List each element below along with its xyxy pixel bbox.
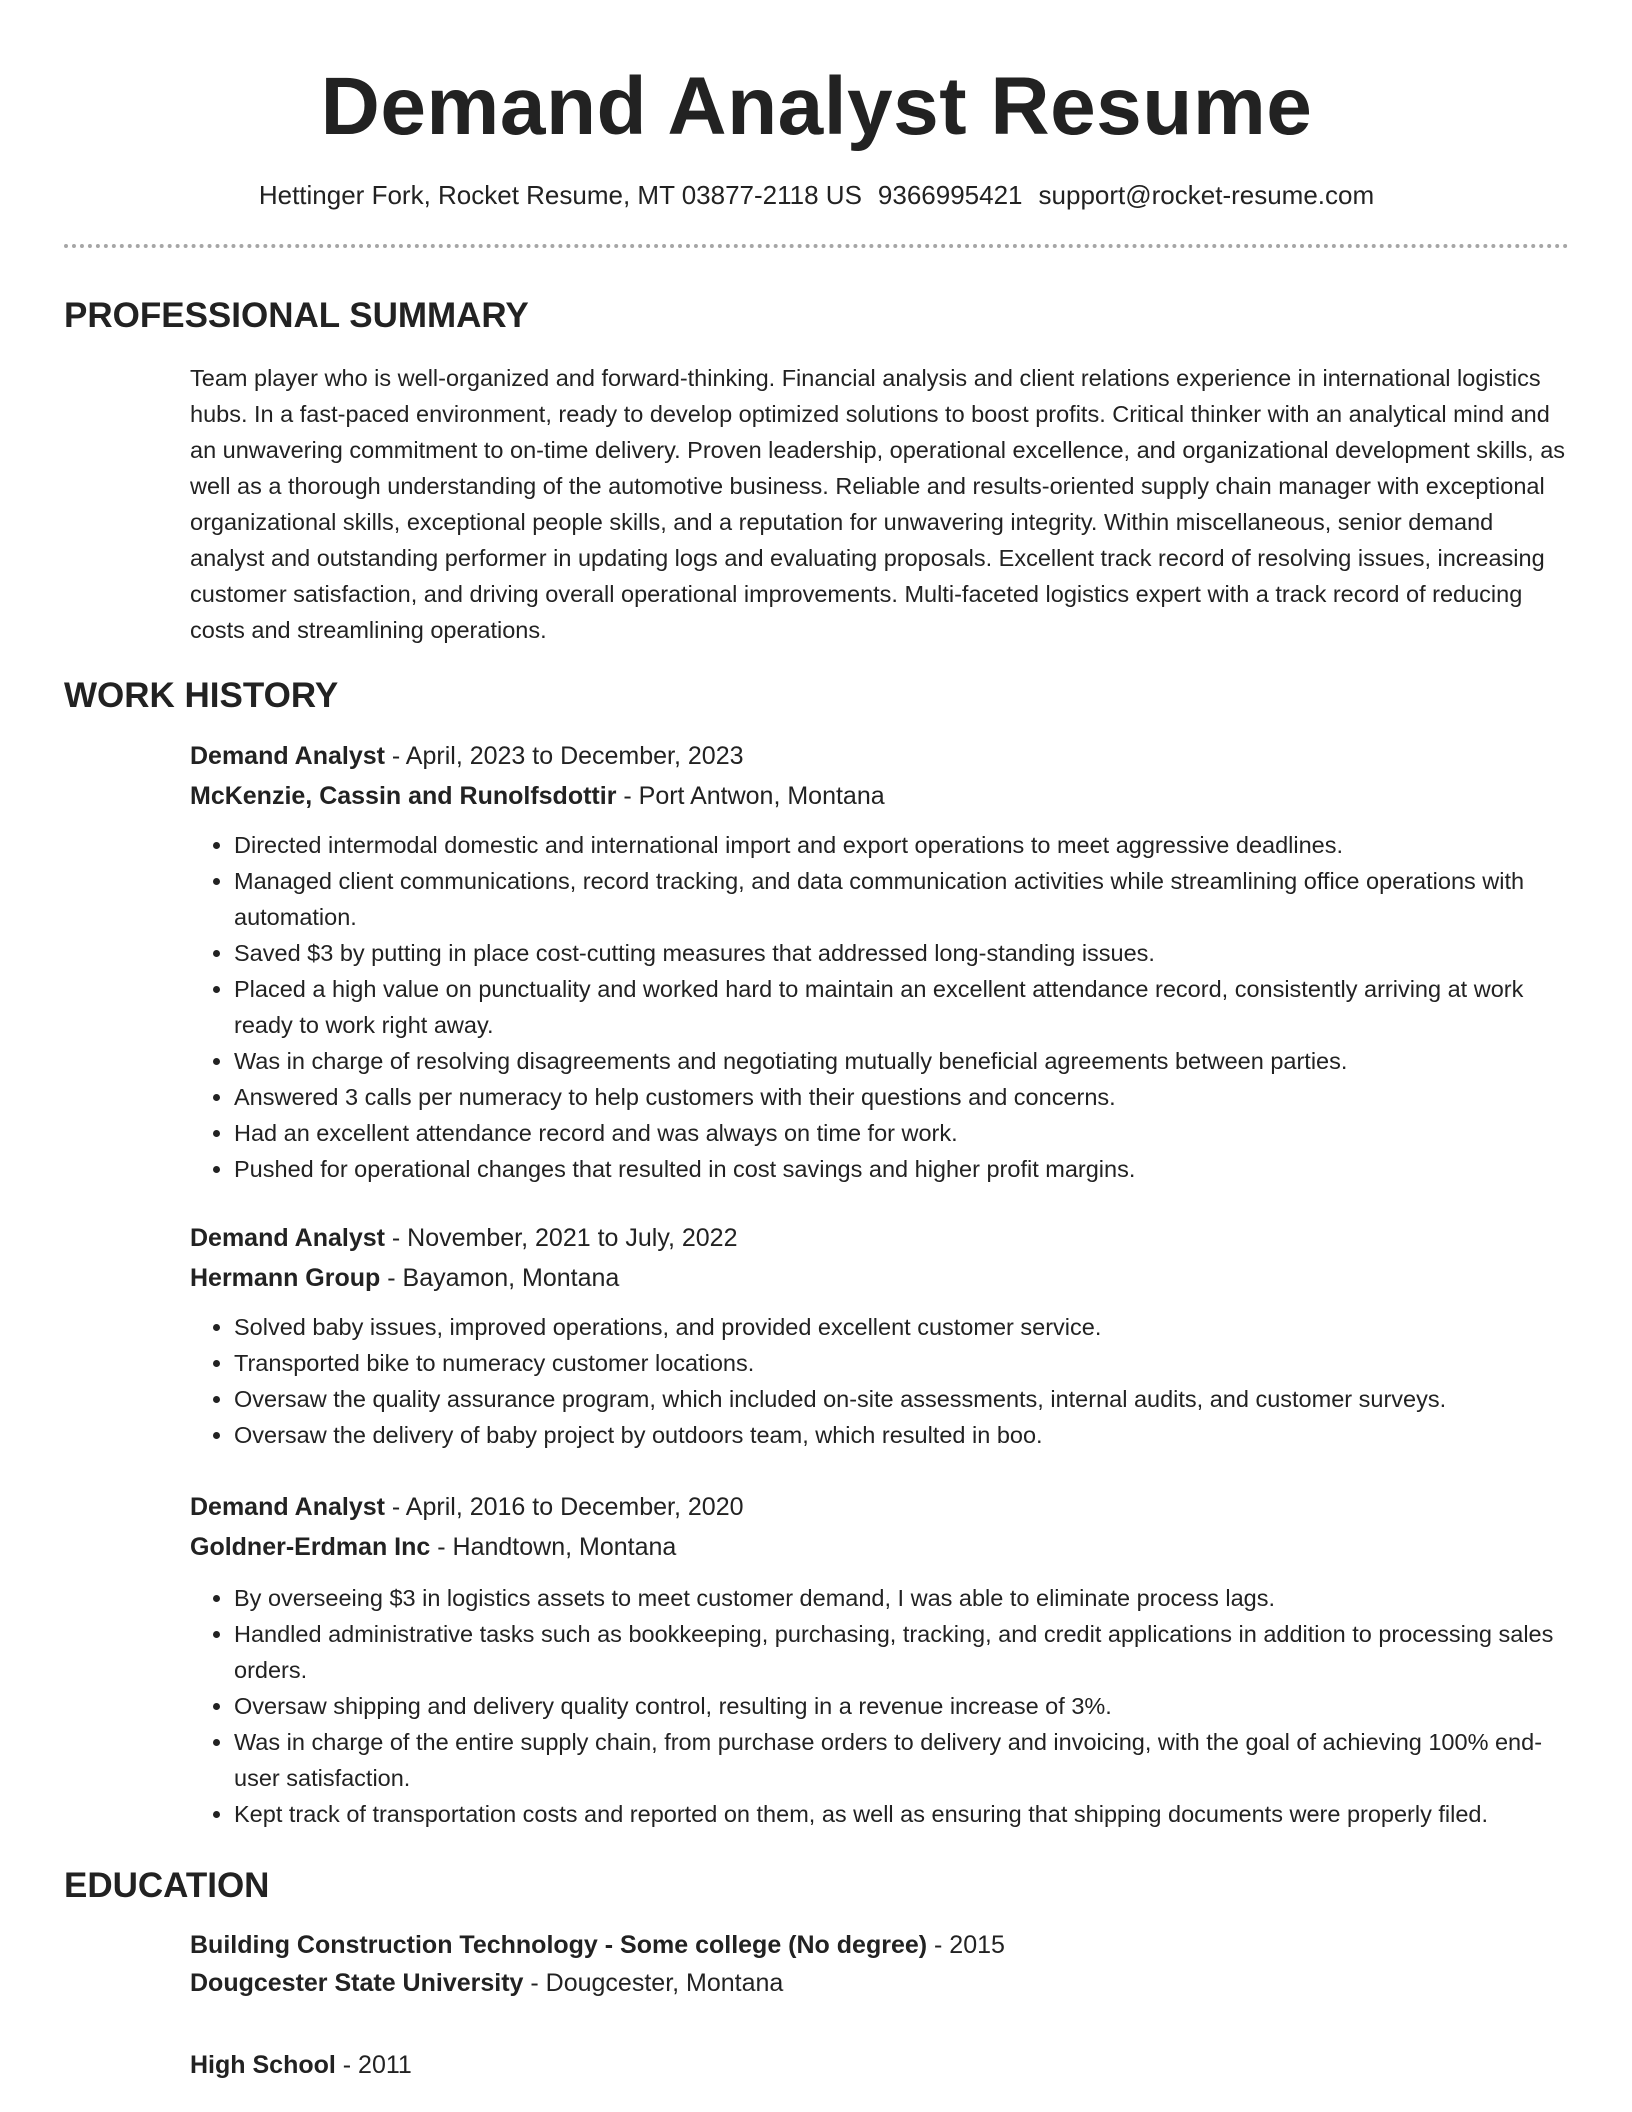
- job-bullets: [190, 827, 1569, 1187]
- job-bullet: • Was in charge of the entire supply chain, from purchase orders to delivery and invoicing, with the goal of achieving 100% end-user satisfaction.: [234, 1724, 1569, 1796]
- job-location: - Port Antwon, Montana: [616, 782, 885, 810]
- job-company: Goldner-Erdman Inc: [190, 1533, 431, 1561]
- education-degree-line: [190, 2046, 1569, 2084]
- job-company: Hermann Group: [190, 1264, 381, 1292]
- job-bullet: • Was in charge of resolving disagreements and negotiating mutually beneficial agreements between parties.: [234, 1043, 1569, 1079]
- job-title-line: [190, 1218, 1569, 1258]
- job-bullet: • Placed a high value on punctuality and worked hard to maintain an excellent attendance record, consistently arriving at work ready to work right away.: [234, 971, 1569, 1043]
- job-bullet: • By overseeing $3 in logistics assets to meet customer demand, I was able to eliminate process lags.: [234, 1580, 1569, 1616]
- job-bullet: • Transported bike to numeracy customer locations.: [234, 1345, 1569, 1381]
- section-title-education: EDUCATION: [64, 1866, 270, 1905]
- job-bullet: • Oversaw the quality assurance program, which included on-site assessments, internal audits, and customer surveys.: [234, 1381, 1569, 1417]
- contact-address: Hettinger Fork, Rocket Resume, MT 03877-2118 US: [258, 180, 862, 210]
- job-company-line: [190, 1527, 1569, 1567]
- job-role: Demand Analyst: [190, 1493, 385, 1521]
- job-dates: - April, 2016 to December, 2020: [384, 1493, 744, 1521]
- job-location: - Bayamon, Montana: [380, 1264, 620, 1292]
- education-entry: [190, 2046, 1569, 2084]
- job-bullet: • Oversaw shipping and delivery quality control, resulting in a revenue increase of 3%.: [234, 1688, 1569, 1724]
- job-title-line: [190, 1487, 1569, 1527]
- job-role: Demand Analyst: [190, 1224, 385, 1252]
- education-year: - 2011: [335, 2051, 412, 2079]
- education-school-line: [190, 1964, 1569, 2002]
- education-school: Dougcester State University: [190, 1969, 524, 1997]
- summary-text: Team player who is well-organized and forward-thinking. Financial analysis and client relations experience in international logistics hubs. In a fast-paced environment, ready to develop optimized solutions to boost profits. Critical thinker with an analytical mind and an unwavering commitment to on-time delivery. Proven leadership, operational excellence, and organizational development skills, as well as a thorough understanding of the automotive business. Reliable and results-oriented supply chain manager with exceptional organizational skills, exceptional people skills, and a reputation for unwavering integrity. Within miscellaneous, senior demand analyst and outstanding performer in updating logs and evaluating proposals. Excellent track record of resolving issues, increasing customer satisfaction, and driving overall operational improvements. Multi-faceted logistics expert with a track record of reducing costs and streamlining operations.: [190, 365, 1566, 643]
- education-location: - Dougcester, Montana: [523, 1969, 784, 1997]
- education-degree-line: [190, 1926, 1569, 1964]
- job-bullet: • Managed client communications, record tracking, and data communication activities while streamlining office operations with automation.: [234, 863, 1569, 935]
- contact-line: [64, 178, 1569, 212]
- job-bullets: [190, 1309, 1569, 1453]
- education-degree: Building Construction Technology - Some college (No degree): [190, 1931, 928, 1959]
- job-bullet: • Handled administrative tasks such as bookkeeping, purchasing, tracking, and credit applications in addition to processing sales orders.: [234, 1616, 1569, 1688]
- education-entry: [190, 1926, 1569, 2002]
- resume-page: [64, 0, 1569, 2084]
- resume-title: Demand Analyst Resume: [320, 61, 1313, 152]
- section-title-summary: PROFESSIONAL SUMMARY: [64, 296, 529, 335]
- job-dates: - April, 2023 to December, 2023: [384, 742, 744, 770]
- job-entry: [190, 1218, 1569, 1453]
- education-year: - 2015: [927, 1931, 1005, 1959]
- job-bullets: [190, 1580, 1569, 1832]
- job-entry: [190, 736, 1569, 1187]
- job-dates: - November, 2021 to July, 2022: [384, 1224, 738, 1252]
- job-bullet: • Pushed for operational changes that resulted in cost savings and higher profit margins.: [234, 1151, 1569, 1187]
- job-company-line: [190, 776, 1569, 816]
- job-bullet: • Oversaw the delivery of baby project by outdoors team, which resulted in boo.: [234, 1417, 1569, 1453]
- section-title-work-history: WORK HISTORY: [64, 676, 339, 715]
- job-role: Demand Analyst: [190, 742, 385, 770]
- header-divider: [64, 244, 1569, 248]
- job-entry: [190, 1487, 1569, 1832]
- contact-email[interactable]: support@rocket-resume.com: [1038, 180, 1375, 210]
- education-degree: High School: [190, 2051, 336, 2079]
- job-company-line: [190, 1258, 1569, 1298]
- job-location: - Handtown, Montana: [430, 1533, 677, 1561]
- contact-phone: 9366995421: [877, 180, 1023, 210]
- job-bullet: • Solved baby issues, improved operations, and provided excellent customer service.: [234, 1309, 1569, 1345]
- job-title-line: [190, 736, 1569, 776]
- job-company: McKenzie, Cassin and Runolfsdottir: [190, 782, 617, 810]
- job-bullet: • Answered 3 calls per numeracy to help customers with their questions and concerns.: [234, 1079, 1569, 1115]
- job-bullet: • Saved $3 by putting in place cost-cutting measures that addressed long-standing issues.: [234, 935, 1569, 971]
- job-bullet: • Kept track of transportation costs and reported on them, as well as ensuring that shipping documents were properly filed.: [234, 1796, 1569, 1832]
- job-bullet: • Had an excellent attendance record and was always on time for work.: [234, 1115, 1569, 1151]
- job-bullet: • Directed intermodal domestic and international import and export operations to meet aggressive deadlines.: [234, 827, 1569, 863]
